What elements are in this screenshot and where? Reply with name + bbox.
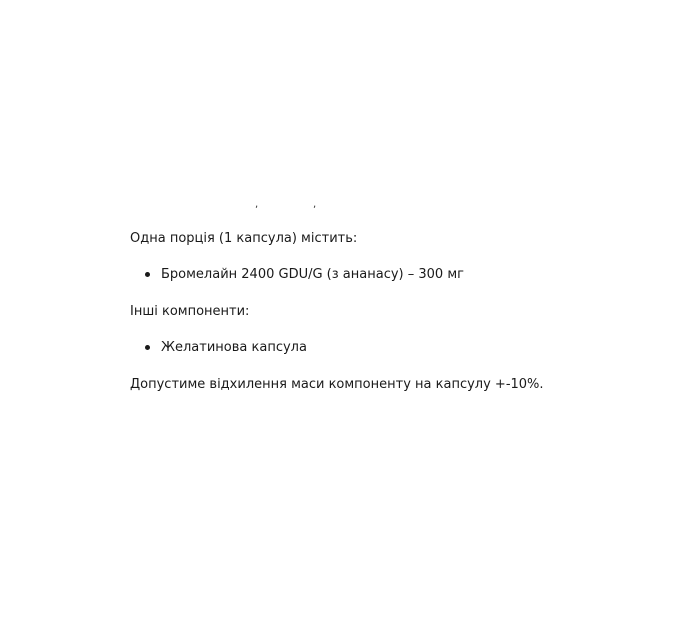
serving-list: [130, 266, 650, 284]
tolerance-note: Допустиме відхилення маси компоненту на капсулу +-10%.: [130, 377, 544, 392]
list-item: [130, 339, 650, 357]
stray-mark: ,: [313, 199, 317, 210]
list-item-text: Желатинова капсула: [161, 340, 307, 355]
bullet-icon: [145, 272, 150, 277]
document-body: [130, 200, 650, 394]
stray-marks: [130, 200, 650, 210]
bullet-icon: [145, 345, 150, 350]
other-components-list: [130, 339, 650, 357]
list-item-text: Бромелайн 2400 GDU/G (з ананасу) – 300 мг: [161, 267, 464, 282]
stray-mark: ,: [255, 199, 259, 210]
serving-heading: Одна порція (1 капсула) містить:: [130, 231, 358, 246]
list-item: [130, 266, 650, 284]
other-components-heading: Інші компоненти:: [130, 304, 250, 319]
